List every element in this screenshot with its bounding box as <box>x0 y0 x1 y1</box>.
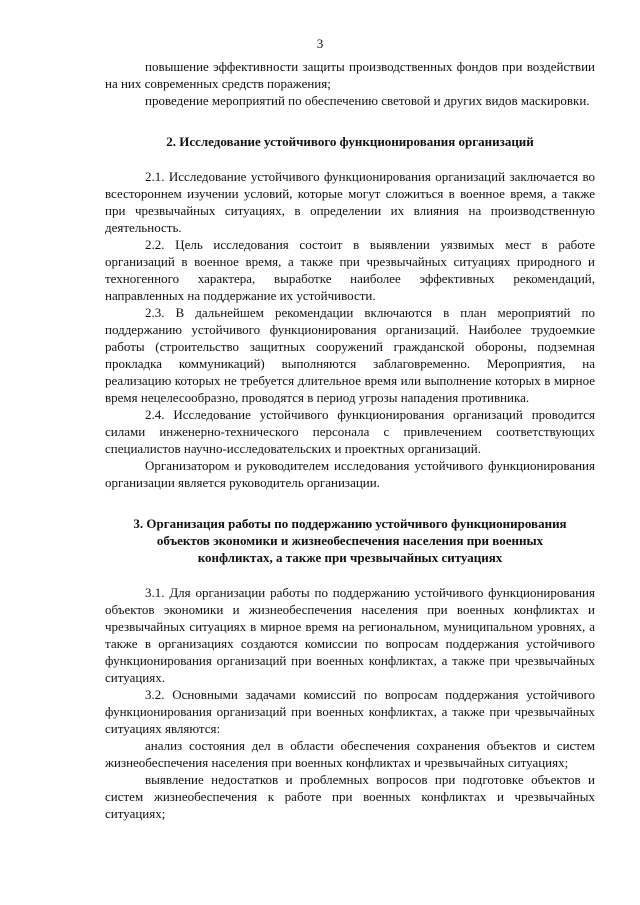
spacer <box>105 109 595 133</box>
section-2-paragraph-5: Организатором и руководителем исследования устойчивого функционирования организации является руководитель организации. <box>105 458 595 490</box>
section-3-paragraph-4: выявление недостатков и проблемных вопросов при подготовке объектов и систем жизнеобеспечения к работе при военных конфликтах и чрезвычайных ситуациях; <box>105 772 595 821</box>
intro-paragraph-2: проведение мероприятий по обеспечению световой и других видов маскировки. <box>145 93 590 108</box>
section-2-paragraph-1: 2.1. Исследование устойчивого функционирования организаций заключается во всестороннем изучении условий, которые могут сложиться в военное время, а также при чрезвычайных ситуациях, в определении их влияния на производственную деятельность. <box>105 169 595 235</box>
section-2-paragraph-2: 2.2. Цель исследования состоит в выявлении уязвимых мест в работе организаций в военное время, а также при чрезвычайных ситуациях природного и техногенного характера, выработке наиболее эффективных рекомендаций, направленных на поддержание их устойчивости. <box>105 237 595 303</box>
spacer <box>105 150 595 168</box>
section-2-paragraph-3: 2.3. В дальнейшем рекомендации включаются в план мероприятий по поддержанию устойчивого функционирования организаций. Наиболее трудоемкие работы (строительство защитных сооружений гражданской обороны, подземная прокладка коммуникаций) выполняются заблаговременно. Мероприятия, на реализацию которых не требуется длительное время или выполнение которых в мирное время нецелесообразно, проводятся в период угрозы нападения противника. <box>105 305 595 405</box>
section-3-paragraph-2: 3.2. Основными задачами комиссий по вопросам поддержания устойчивого функционирования организаций при военных конфликтах, а также при чрезвычайных ситуациях являются: <box>105 687 595 736</box>
section-3-paragraph-1: 3.1. Для организации работы по поддержанию устойчивого функционирования объектов экономики и жизнеобеспечения населения при военных конфликтах и чрезвычайных ситуациях в мирное время на региональном, муниципальном уровнях, а также в организациях создаются комиссии по вопросам поддержания устойчивого функционирования организаций при военных конфликтах, а также при чрезвычайных ситуациях. <box>105 585 595 685</box>
section-2-paragraph-4: 2.4. Исследование устойчивого функционирования организаций проводится силами инженерно-технического персонала с привлечением соответствующих специалистов научно-исследовательских и проектных организаций. <box>105 407 595 456</box>
spacer <box>105 566 595 584</box>
section-3-paragraph-3: анализ состояния дел в области обеспечения сохранения объектов и систем жизнеобеспечения населения при военных конфликтах и чрезвычайных ситуациях; <box>105 738 595 770</box>
section-2-heading: 2. Исследование устойчивого функционирования организаций <box>166 134 534 149</box>
document-body <box>105 58 595 822</box>
section-3-heading: 3. Организация работы по поддержанию устойчивого функционирования объектов экономики и жизнеобеспечения населения при военных конфликтах, а также при чрезвычайных ситуациях <box>133 516 567 565</box>
spacer <box>105 491 595 515</box>
intro-paragraph-1: повышение эффективности защиты производственных фондов при воздействии на них современных средств поражения; <box>105 59 595 91</box>
page-number: 3 <box>316 36 324 51</box>
